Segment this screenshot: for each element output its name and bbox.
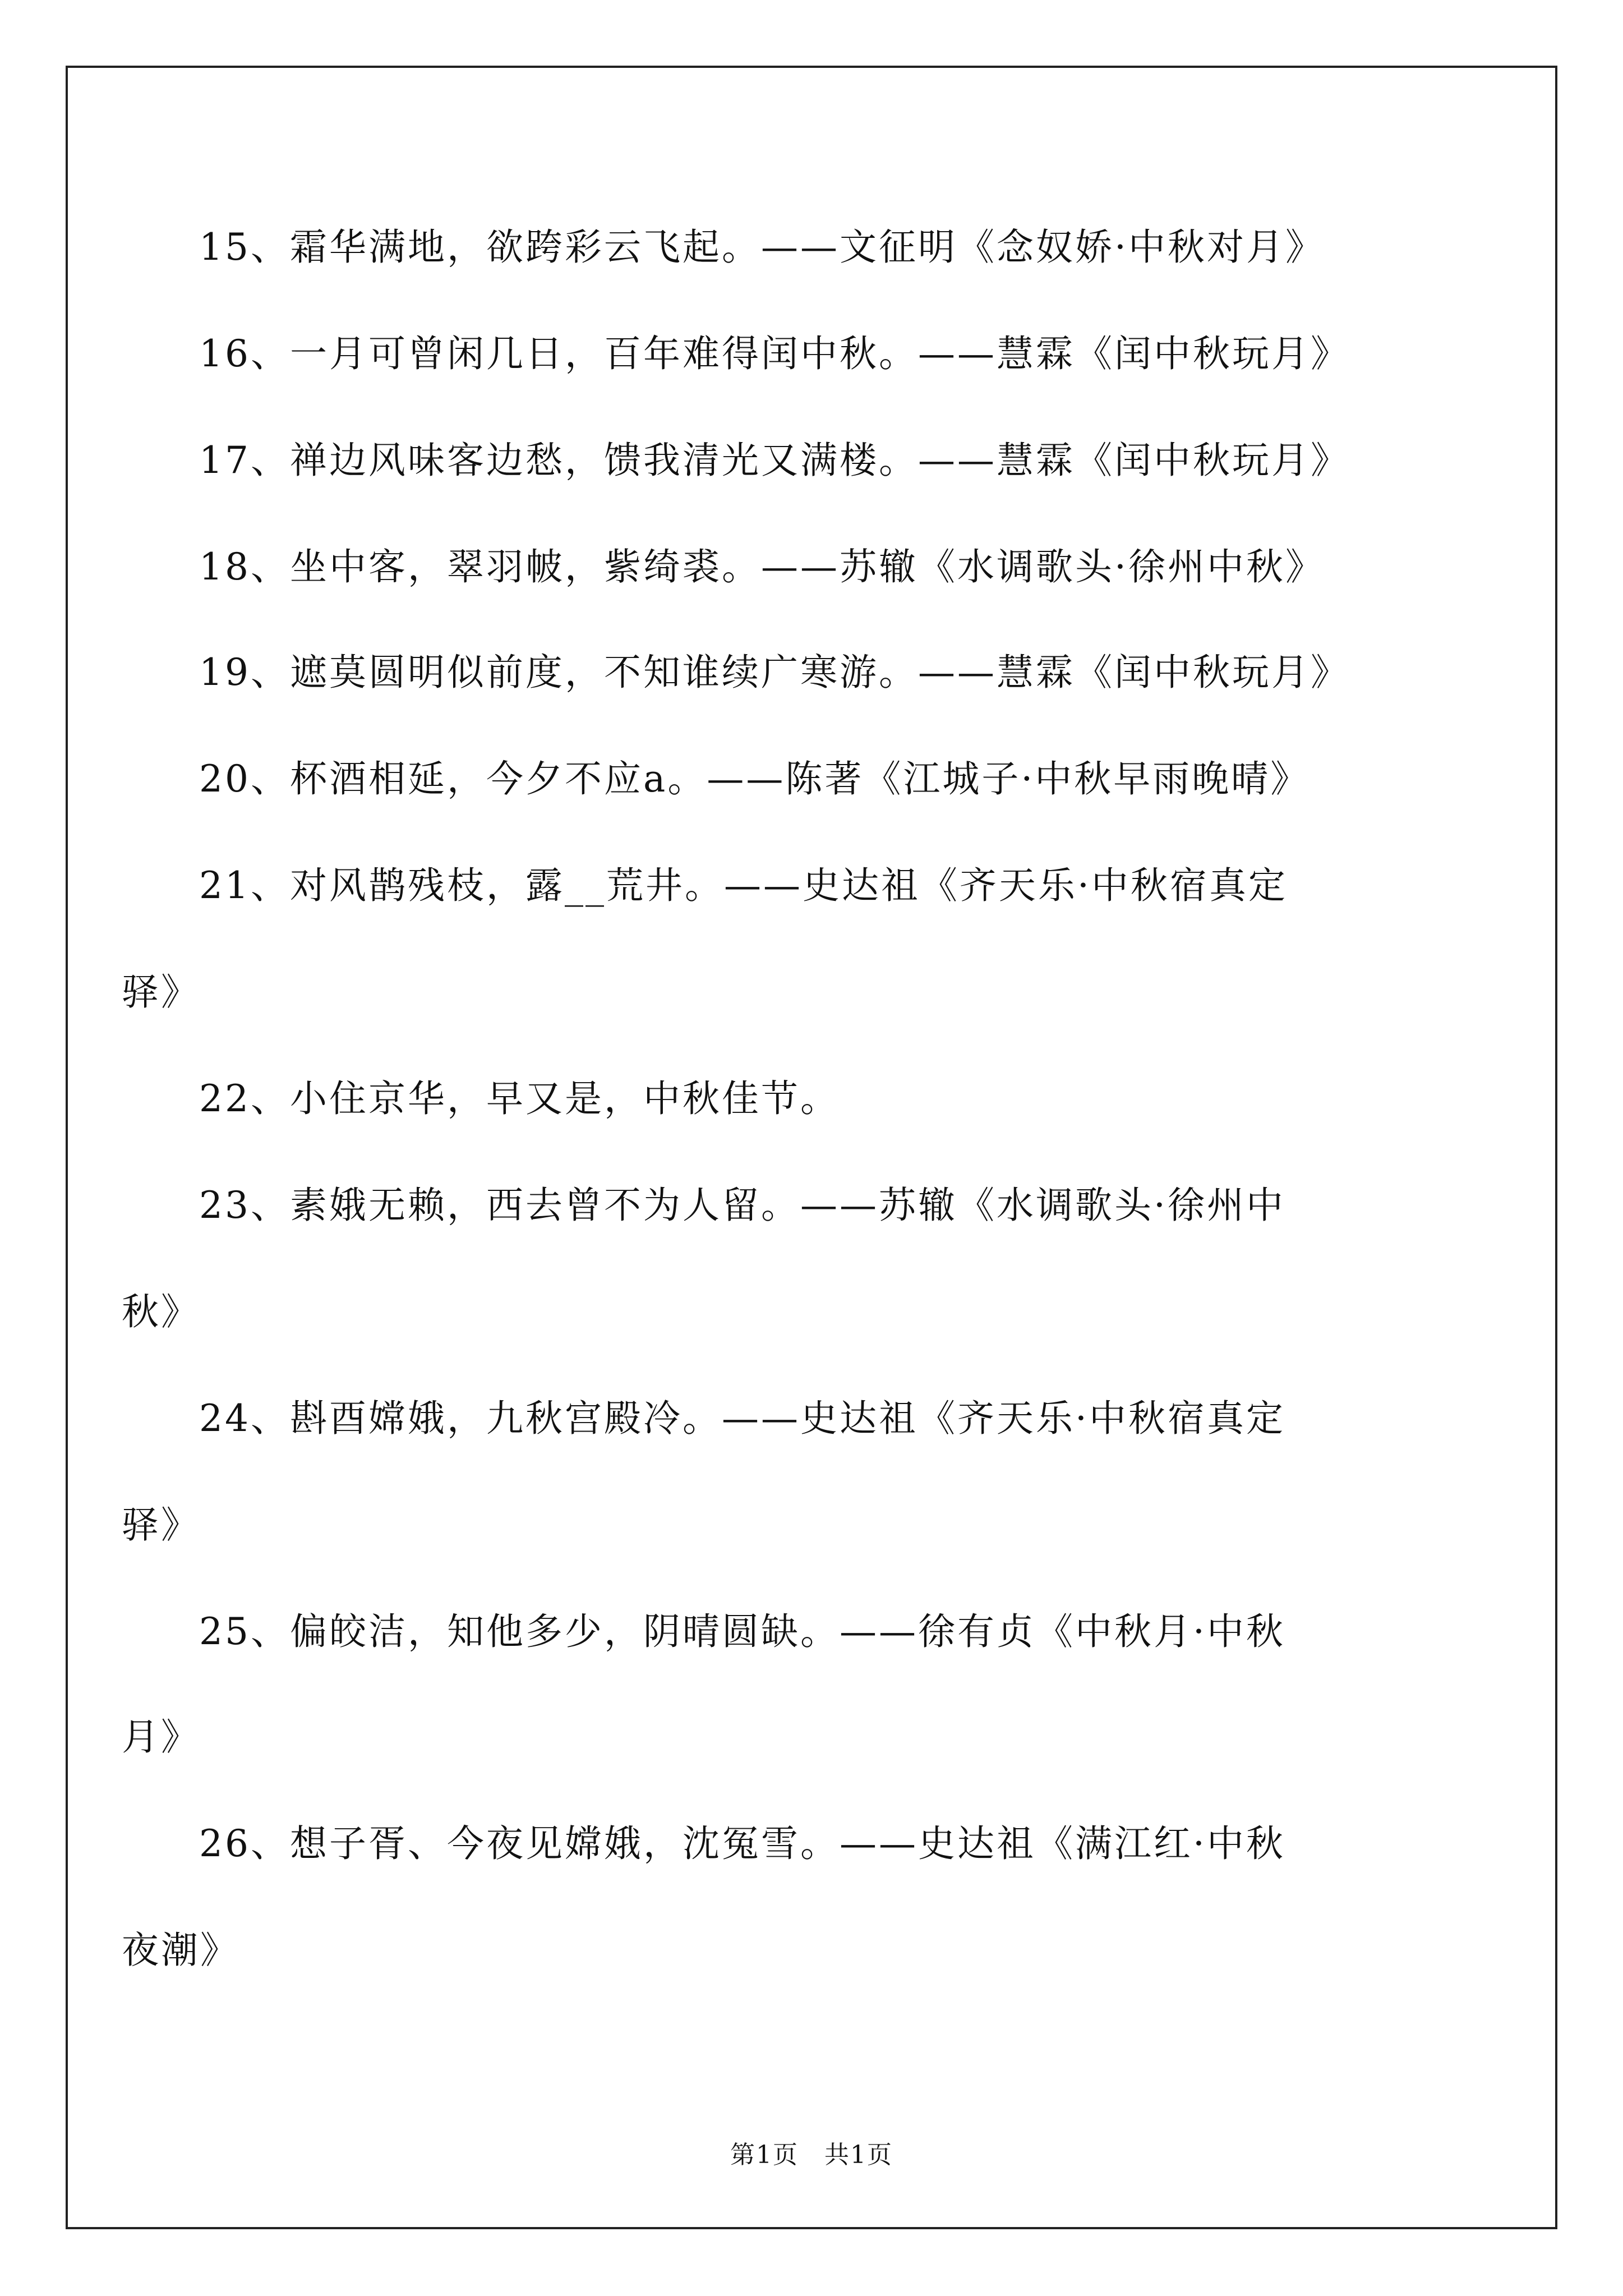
entry-text: 18、坐中客，翠羽帔，紫绮裘。——苏辙《水调歌头·徐州中秋》 — [199, 545, 1325, 588]
entry-text-continued: 夜潮》 — [122, 1929, 239, 1972]
entry-text: 20、杯酒相延，今夕不应a。——陈著《江城子·中秋早雨晚晴》 — [199, 757, 1310, 800]
entry-text: 17、禅边风味客边愁，馈我清光又满楼。——慧霖《闰中秋玩月》 — [199, 439, 1350, 482]
entry-text: 24、斟酉嫦娥，九秋宫殿冷。——史达祖《齐天乐·中秋宿真定 — [199, 1397, 1285, 1440]
entry-text-continued: 秋》 — [122, 1290, 200, 1333]
entry-text: 21、对风鹊残枝，露__荒井。——史达祖《齐天乐·中秋宿真定 — [199, 864, 1288, 907]
page-number-footer: 第1页 共1页 — [730, 2141, 893, 2169]
entry-text: 15、霜华满地，欲跨彩云飞起。——文征明《念奴娇·中秋对月》 — [199, 226, 1325, 269]
entry-text: 23、素娥无赖，西去曾不为人留。——苏辙《水调歌头·徐州中 — [199, 1184, 1285, 1227]
entry-text-continued: 驿》 — [122, 970, 200, 1014]
entry-text-continued: 月》 — [122, 1715, 200, 1759]
entry-text: 16、一月可曾闲几日，百年难得闰中秋。——慧霖《闰中秋玩月》 — [199, 332, 1350, 375]
entry-text: 26、想子胥、今夜见嫦娥，沈冤雪。——史达祖《满江红·中秋 — [199, 1822, 1285, 1865]
entry-text-continued: 驿》 — [122, 1503, 200, 1547]
entry-text: 22、小住京华，早又是，中秋佳节。 — [199, 1077, 840, 1120]
entry-text: 25、偏皎洁，知他多少，阴晴圆缺。——徐有贞《中秋月·中秋 — [199, 1610, 1285, 1653]
entry-text: 19、遮莫圆明似前度，不知谁续广寒游。——慧霖《闰中秋玩月》 — [199, 651, 1350, 694]
page-border — [66, 66, 1557, 2229]
